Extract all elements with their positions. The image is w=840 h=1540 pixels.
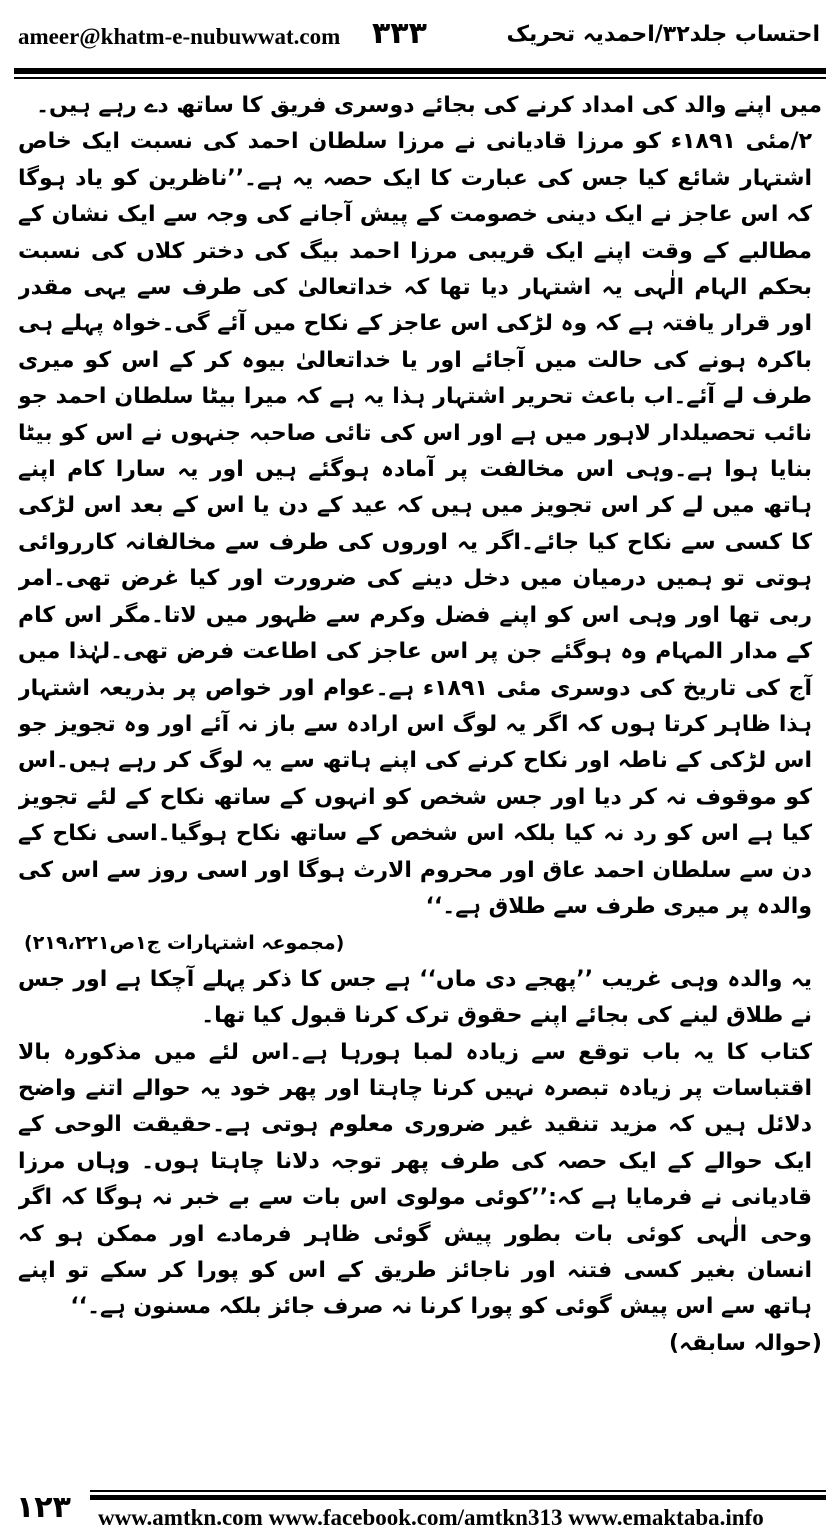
paragraph-1: میں اپنے والد کی امداد کرنے کی بجائے دوسری فریق کا ساتھ دے رہے ہیں۔ [36, 93, 822, 118]
reference-2: (حوالہ سابقہ) [669, 1330, 822, 1356]
reference-1: (مجموعہ اشتہارات ج۱ص۲۱۹،۲۲۱) [24, 932, 345, 955]
page-body [18, 88, 822, 1476]
header-email: ameer@khatm-e-nubuwwat.com [18, 24, 341, 49]
page-header [0, 0, 840, 68]
paragraph-4: کتاب کا یہ باب توقع سے زیادہ لمبا ہورہا ہے۔اس لئے میں مذکورہ بالا اقتباسات پر زیادہ تبصرہ نہیں کرنا چاہتا اور پھر خود یہ حوالے اتنے واضح دلائل ہیں کہ مزید تنقید غیر ضروری معلوم ہوتی ہے۔حقیقت الوحی کے ایک حوالے کے ایک حصہ کی طرف پھر توجہ دلانا چاہتا ہوں۔ وہاں مرزا قادیانی نے فرمایا ہے کہ:’’کوئی مولوی اس بات سے بے خبر نہ ہوگا کہ اگر وحی الٰہی کوئی بات بطور پیش گوئی ظاہر فرمادے اور ممکن ہو کہ انسان بغیر کسی فتنہ اور ناجائز طریق کے اس کو پورا کر سکے تو اپنے ہاتھ سے اس پیش گوئی کو پورا کرنا نہ صرف جائز بلکہ مسنون ہے۔‘‘ [18, 1039, 812, 1320]
page-footer [0, 1480, 840, 1540]
paragraph-2: ۲/مئی ۱۸۹۱ء کو مرزا قادیانی نے مرزا سلطان احمد کی نسبت ایک خاص اشتہار شائع کیا جس کی عبارت کا ایک حصہ یہ ہے۔’’ناظرین کو یاد ہوگا کہ اس عاجز نے ایک دینی خصومت کے پیش آجانے کی وجہ سے ایک نشان کے مطالبے کے وقت اپنے ایک قریبی مرزا احمد بیگ کی دختر کلاں کی نسبت بحکم الہام الٰہی یہ اشتہار دیا تھا کہ خداتعالیٰ کی طرف سے یہی مقدر اور قرار یافتہ ہے کہ وہ لڑکی اس عاجز کے نکاح میں آئے گی۔خواہ پہلے ہی باکرہ ہونے کی حالت میں آجائے اور یا خداتعالیٰ بیوہ کر کے اس کو میری طرف لے آئے۔اب باعث تحریر اشتہار ہذا یہ ہے کہ میرا بیٹا سلطان احمد جو نائب تحصیلدار لاہور میں ہے اور اس کی تائی صاحبہ جنہوں نے اس کو بیٹا بنایا ہوا ہے۔وہی اس مخالفت پر آمادہ ہوگئے ہیں اور یہ سارا کام اپنے ہاتھ میں لے کر اس تجویز میں ہیں کہ عید کے دن یا اس کے بعد اس لڑکی کا کسی سے نکاح کیا جائے۔اگر یہ اوروں کی طرف سے مخالفانہ کارروائی ہوتی تو ہمیں درمیان میں دخل دینے کی ضرورت اور کیا غرض تھی۔امر ربی تھا اور وہی اس کو اپنے فضل وکرم سے ظہور میں لاتا۔مگر اس کام کے مدار المہام وہ ہوگئے جن پر اس عاجز کی اطاعت فرض تھی۔لہٰذا میں آج کی تاریخ کی دوسری مئی ۱۸۹۱ء ہے۔عوام اور خواص پر بذریعہ اشتہار ہذا ظاہر کرتا ہوں کہ اگر یہ لوگ اس ارادہ سے باز نہ آئے اور وہ تجویز جو اس لڑکی کے ناطہ اور نکاح کرنے کی اپنے ہاتھ سے یہ لوگ کر رہے ہیں۔اس کو موقوف نہ کر دیا اور جس شخص کو انہوں کے ساتھ نکاح کے لئے تجویز کیا ہے اس کو رد نہ کیا بلکہ اس شخص کے ساتھ نکاح ہوگیا۔اسی نکاح کے دن سے سلطان احمد عاق اور محروم الارث ہوگا اور اسی روز سے اس کی والدہ پر میری طرف سے طلاق ہے۔‘‘ [18, 129, 812, 919]
reference-2-row [18, 1326, 822, 1362]
header-rule-thick [14, 68, 826, 74]
footer-page-number: ۱۲۳ [16, 1490, 71, 1525]
paragraph-3: یہ والدہ وہی غریب ’’پھجے دی ماں‘‘ ہے جس کا ذکر پہلے آچکا ہے اور جس نے طلاق لینے کی بجائے اپنے حقوق ترک کرنا قبول کیا تھا۔ [18, 966, 812, 1029]
reference-1-row [18, 925, 822, 961]
footer-rule-thick [90, 1495, 826, 1500]
footer-rule-thin [90, 1490, 826, 1492]
header-rule-thin [14, 77, 826, 79]
footer-urls: www.amtkn.com www.facebook.com/amtkn313 www.emaktaba.info [98, 1505, 764, 1530]
header-title: احتساب جلد۳۲/احمدیہ تحریک [506, 22, 820, 47]
header-page-number: ۳۳۳ [372, 16, 427, 51]
